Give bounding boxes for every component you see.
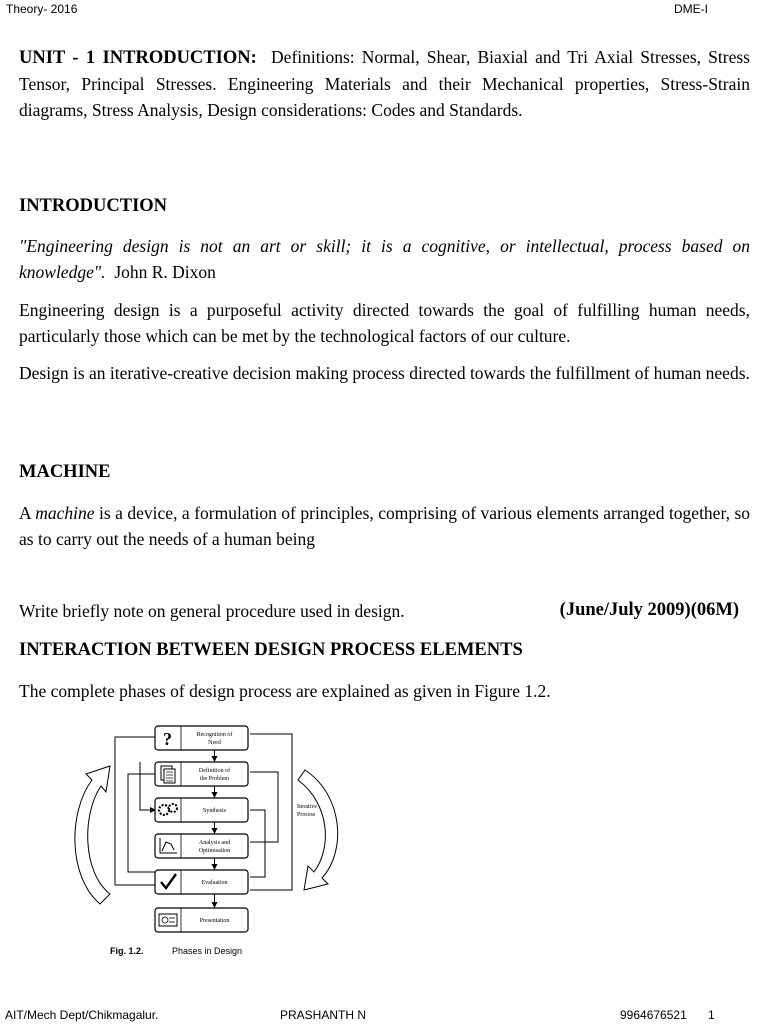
phase-label: Synthesis	[202, 808, 227, 814]
machine-term: machine	[35, 503, 95, 523]
document-icon	[161, 766, 175, 783]
intro-quote-paragraph	[19, 233, 750, 285]
phase-label: Definition of	[198, 768, 231, 774]
figure-caption-text: Phases in Design	[172, 946, 243, 956]
footer-left: AIT/Mech Dept/Chikmagalur.	[5, 1008, 159, 1022]
phase-step	[155, 908, 248, 932]
unit-title: UNIT - 1 INTRODUCTION:	[19, 48, 257, 68]
feedback-lines-right	[250, 734, 292, 890]
phase-steps	[155, 726, 248, 932]
question-marks: (June/July 2009)(06M)	[559, 600, 739, 620]
interaction-text: The complete phases of design process are explained as given in Figure 1.2.	[19, 681, 551, 701]
phase-step	[155, 834, 248, 858]
drawing-icon	[159, 914, 177, 926]
design-phases-figure	[60, 722, 360, 962]
intro-quote: "Engineering design is not an art or skill; it is a cognitive, or intellectual, process based on knowledge".	[19, 236, 750, 282]
footer-phone: 9964676521	[620, 1008, 687, 1022]
introduction-heading: INTRODUCTION	[19, 196, 168, 216]
phase-label: Presentation	[199, 918, 230, 924]
svg-text:?: ?	[163, 729, 172, 749]
phase-label: Optimisation	[198, 848, 231, 854]
question-text: Write briefly note on general procedure used in design.	[19, 601, 405, 621]
question-line	[19, 601, 739, 622]
phase-label: the Problem	[199, 776, 230, 782]
phase-step	[155, 726, 248, 750]
phase-label: Analysis and	[198, 840, 231, 846]
cycle-arrow-left	[75, 766, 110, 904]
iterative-label-1: Iterative	[297, 804, 317, 810]
intro-paragraph-1: Engineering design is a purposeful activity directed towards the goal of fulfilling human needs, particularly those which can be met by the technological factors of our culture.	[19, 300, 750, 346]
footer-page-number: 1	[708, 1008, 715, 1022]
phase-box	[155, 834, 248, 858]
intro-paragraph-2: Design is an iterative-creative decision making process directed towards the fulfillment of human needs.	[19, 363, 750, 383]
unit-topics: Definitions: Normal, Shear, Biaxial and Tri Axial Stresses, Stress Tensor, Principal Stresses. Engineering Materials and their Mechanical properties, Stress-Strain diagrams, Stress Analysis, Design considerations: Codes and Standards.	[19, 47, 750, 120]
machine-text-after: is a device, a formulation of principles, comprising of various elements arranged together, so as to carry out the needs of a human being	[19, 503, 751, 549]
iterative-label-2: Process	[297, 812, 316, 818]
figure-caption-number: Fig. 1.2.	[110, 946, 144, 956]
header-left: Theory- 2016	[6, 2, 78, 16]
phase-step	[155, 798, 248, 822]
header-right: DME-I	[674, 2, 708, 16]
footer-center: PRASHANTH N	[280, 1008, 367, 1022]
phase-label: Need	[208, 740, 221, 746]
cycle-arrow-right	[298, 770, 338, 890]
machine-heading: MACHINE	[19, 462, 111, 482]
quote-author: John R. Dixon	[114, 262, 216, 282]
feedback-lines-left	[115, 737, 155, 885]
question-icon	[163, 729, 172, 749]
design-phases-diagram	[60, 722, 360, 962]
phase-step	[155, 762, 248, 786]
interaction-heading: INTERACTION BETWEEN DESIGN PROCESS ELEMENTS	[19, 640, 523, 660]
phase-label: Evaluation	[201, 880, 228, 886]
machine-text-before: A	[19, 503, 31, 523]
phase-step	[155, 870, 248, 894]
machine-paragraph	[19, 500, 750, 552]
unit-paragraph	[19, 44, 750, 123]
phase-label: Recognition of	[196, 732, 233, 738]
